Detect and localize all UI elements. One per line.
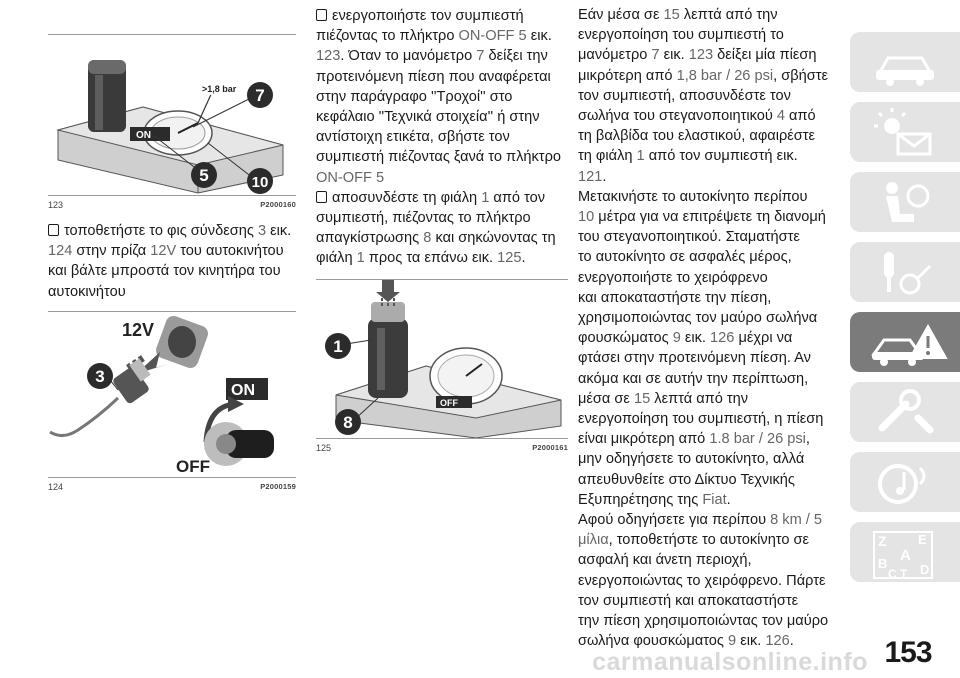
- text-run: την πίεση χρησιμοποιώντας τον μαύρο: [578, 613, 829, 630]
- figure-code: P2000159: [260, 481, 296, 491]
- column-1: [48, 0, 296, 493]
- tab-safety[interactable]: [850, 172, 960, 232]
- text-line: [578, 106, 830, 126]
- text-run: φτάσει στην προτεινόμενη πίεση. Αν: [578, 350, 811, 367]
- fig123-callout-5: 5: [199, 166, 209, 185]
- text-line: [578, 470, 830, 490]
- fig124-12v-label: 12V: [122, 319, 155, 340]
- reference-value: 15: [633, 390, 651, 407]
- text-run: εικ.: [659, 47, 689, 64]
- text-line: [578, 308, 830, 328]
- text-run: Εξυπηρέτησης της: [578, 491, 703, 508]
- text-line: [578, 490, 830, 510]
- text-run: , σβήστε: [773, 67, 829, 84]
- dashboard-car-icon: [870, 38, 940, 88]
- reference-value: 123: [688, 47, 714, 64]
- figure-number: 123: [48, 200, 64, 210]
- breakdown-emergency-icon: [870, 318, 950, 368]
- reference-value: 4: [776, 108, 785, 125]
- text-line: [578, 5, 830, 25]
- text-line: [578, 389, 830, 409]
- reference-value: Fiat: [702, 491, 727, 508]
- reference-value: 7: [651, 47, 660, 64]
- text-run: είναι μικρότερη από: [578, 431, 710, 448]
- step-plug-in: τοποθετήστε το φις σύνδεσης 3 εικ. 124 στην πρίζα 12V του αυτοκινήτου και βάλτε μπροστά τον κινητήρα του αυτοκινήτου: [48, 223, 292, 300]
- text-run: μέσα σε: [578, 390, 634, 407]
- figure-123: [48, 35, 296, 195]
- text-run: φουσκώματος: [578, 330, 673, 347]
- text-run: σωλήνα του στεγανοποιητικού: [578, 108, 777, 125]
- fig124-on-label: ON: [231, 381, 255, 399]
- text-run: μανόμετρο: [578, 47, 652, 64]
- text-line: [578, 187, 830, 207]
- fig124-off-label: OFF: [176, 456, 210, 476]
- text-run: εικ.: [680, 330, 711, 347]
- text-run: Αφού οδηγήσετε για περίπου: [578, 512, 771, 529]
- page-number: 153: [884, 636, 932, 669]
- text-line: [578, 530, 830, 550]
- index-letter: E: [918, 532, 927, 547]
- text-line: [578, 66, 830, 86]
- figure-125: [316, 280, 568, 438]
- text-line: [578, 429, 830, 449]
- repair-instructions-text: [578, 5, 830, 652]
- text-line: [578, 510, 830, 530]
- index-letter: T: [900, 567, 908, 581]
- text-run: μίλια: [578, 532, 609, 549]
- text-run: μην οδηγήσετε το αυτοκίνητο, αλλά: [578, 451, 805, 468]
- text-line: [578, 571, 830, 591]
- step-disconnect-bottle: αποσυνδέστε τη φιάλη 1 από τον συμπιεστή, πιέζοντας το πλήκτρο απαγκίστρωσης 8 και σηκώνοντας τη φιάλη 1 προς τα επάνω εικ. 125.: [316, 189, 556, 267]
- text-line: [578, 369, 830, 389]
- text-run: .: [789, 633, 794, 650]
- text-run: λεπτά από την: [679, 7, 778, 23]
- tab-dashboard[interactable]: [850, 32, 960, 92]
- text-line: [578, 45, 830, 65]
- text-run: απευθυνθείτε στο Δίκτυο Τεχνικής: [578, 471, 795, 488]
- text-run: ενεργοποιήστε το χειρόφρενο: [578, 269, 768, 286]
- tab-emergency[interactable]: [850, 312, 960, 372]
- text-run: ,: [805, 431, 810, 448]
- text-run: από τον συμπιεστή εικ.: [644, 148, 798, 165]
- text-line: [578, 348, 830, 368]
- safety-seat-airbag-icon: [870, 178, 940, 228]
- text-run: Μετακινήστε το αυτοκίνητο περίπου: [578, 188, 808, 205]
- checkbox-icon: [316, 9, 327, 21]
- text-run: μικρότερη από: [578, 67, 677, 84]
- text-line: [578, 86, 830, 106]
- figure-number: 124: [48, 481, 64, 492]
- figure-number: 125: [316, 442, 332, 453]
- fig123-pressure-label: >1,8 bar: [202, 84, 237, 94]
- figure-123-caption: [48, 195, 296, 211]
- checkbox-icon: [316, 191, 327, 203]
- text-line: [578, 550, 830, 570]
- warning-lights-message-icon: [870, 108, 940, 158]
- figure-code: P2000160: [260, 200, 296, 209]
- figure-124-caption: [48, 477, 296, 493]
- text-run: χρησιμοποιώντας τον μαύρο σωλήνα: [578, 310, 818, 327]
- figure-code: P2000161: [532, 442, 568, 452]
- index-letter: C: [888, 567, 897, 581]
- text-run: μέχρι να: [734, 330, 793, 347]
- text-run: λεπτά από την: [650, 390, 749, 407]
- text-line: [578, 268, 830, 288]
- reference-value: , τοποθετήστε το αυτοκίνητο σε: [608, 532, 810, 549]
- text-line: [578, 126, 830, 146]
- fig125-off-label: OFF: [440, 397, 458, 408]
- text-line: [578, 611, 830, 631]
- reference-value: 8 km / 5: [770, 512, 823, 529]
- reference-value: 126: [765, 633, 790, 650]
- text-line: [578, 288, 830, 308]
- column-2: [316, 0, 568, 454]
- checkbox-icon: [48, 224, 59, 236]
- tab-index[interactable]: [850, 522, 960, 582]
- text-run: Εάν μέσα σε: [578, 7, 664, 23]
- text-line: [578, 25, 830, 45]
- watermark: carmanualsonline.info: [592, 648, 868, 676]
- text-run: σωλήνα φουσκώματος: [578, 633, 729, 650]
- text-run: από: [785, 108, 816, 125]
- text-line: [578, 409, 830, 429]
- maintenance-wrench-icon: [870, 388, 940, 438]
- index-letter: Z: [878, 533, 887, 549]
- text-line: [578, 247, 830, 267]
- text-line: [578, 328, 830, 348]
- fig123-callout-7: 7: [255, 86, 265, 105]
- text-run: του στεγανοποιητικού. Σταματήστε: [578, 229, 800, 246]
- text-line: [578, 591, 830, 611]
- text-run: ασφαλή και άνετη περιοχή,: [578, 552, 752, 569]
- tab-warning-lights[interactable]: [850, 102, 960, 162]
- fig123-callout-10: 10: [251, 174, 269, 191]
- reference-value: 121: [578, 168, 603, 185]
- text-run: μέτρα για να επιτρέψετε τη διανομή: [594, 209, 826, 226]
- text-run: .: [602, 168, 607, 185]
- fig125-callout-8: 8: [343, 412, 353, 432]
- reference-value: 9: [728, 633, 737, 650]
- reference-value: 1,8 bar / 26 psi: [676, 67, 774, 84]
- reference-value: 10: [578, 209, 595, 226]
- text-run: ενεργοποίηση του συμπιεστή, η πίεση: [578, 411, 824, 428]
- text-run: ακόμα και σε αυτήν την περίπτωση,: [578, 370, 809, 387]
- text-run: και αποκαταστήστε την πίεση,: [578, 289, 772, 306]
- tab-multimedia[interactable]: [850, 452, 960, 512]
- index-letter: D: [920, 562, 930, 577]
- reference-value: 1: [636, 148, 645, 165]
- text-run: το αυτοκίνητο σε ασφαλές μέρος,: [578, 249, 792, 266]
- fig125-callout-1: 1: [333, 336, 343, 356]
- text-run: τον συμπιεστή και αποκαταστήστε: [578, 592, 799, 609]
- index-letter: A: [900, 547, 911, 564]
- text-run: δείξει μία πίεση: [713, 47, 817, 64]
- fig124-callout-3: 3: [95, 366, 105, 386]
- key-starting-icon: [870, 248, 940, 298]
- text-line: [578, 449, 830, 469]
- reference-value: 15: [663, 7, 680, 23]
- fig123-on-label: ON: [136, 130, 151, 141]
- text-run: τον συμπιεστή, αποσυνδέστε τον: [578, 87, 791, 104]
- text-run: τη φιάλη: [578, 148, 637, 165]
- text-line: [578, 146, 830, 186]
- column-3: [578, 0, 830, 652]
- text-run: τη βαλβίδα του ελαστικού, αφαιρέστε: [578, 128, 816, 145]
- reference-value: 9: [672, 330, 681, 347]
- text-run: εικ.: [736, 633, 766, 650]
- step-activate-compressor: ενεργοποιήστε τον συμπιεστή πιέζοντας το πλήκτρο ON-OFF 5 εικ. 123. Όταν το μανόμετρο 7 δείξει την προτεινόμενη πίεση που αναφέρεται στην παράγραφο ''Τροχοί'' στο κεφάλαιο ''Τεχνικά στοιχεία'' ή στην αντίστοιχη ετικέτα, σβήστε τον συμπιεστή πιέζοντας ξανά το πλήκτρο ON-OFF 5: [316, 8, 561, 186]
- text-run: ενεργοποιώντας το χειρόφρενο. Πάρτε: [578, 572, 826, 589]
- alphabetical-index-icon: [870, 528, 940, 582]
- text-run: .: [726, 491, 731, 508]
- reference-value: 1.8 bar / 26 psi: [709, 431, 806, 448]
- text-run: ενεργοποίηση του συμπιεστή το: [578, 27, 784, 44]
- tab-maintenance[interactable]: [850, 382, 960, 442]
- index-letter: B: [878, 556, 888, 571]
- text-line: [578, 207, 830, 227]
- reference-value: 126: [710, 330, 735, 347]
- multimedia-icon: [870, 458, 940, 508]
- tab-starting-driving[interactable]: [850, 242, 960, 302]
- figure-124: [48, 312, 296, 477]
- figure-125-caption: [316, 438, 568, 454]
- text-line: [578, 227, 830, 247]
- chapter-tabs: [850, 32, 960, 592]
